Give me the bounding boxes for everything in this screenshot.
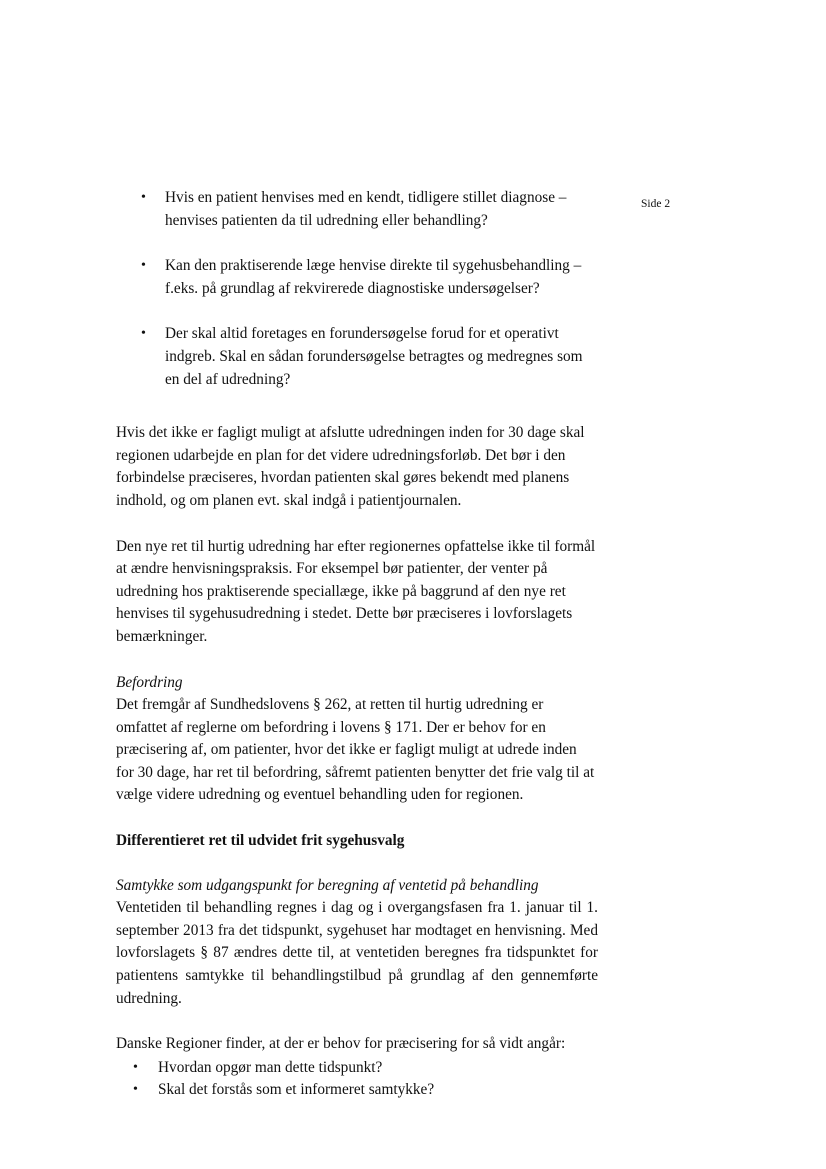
bullet-icon: •	[141, 258, 146, 274]
befordring-heading: Befordring	[116, 673, 183, 691]
bullet-icon: •	[141, 190, 146, 205]
list-item-text: Kan den praktiserende læge henvise direkte til sygehusbehandling – f.eks. på grundlag af rekvirerede diagnostiske undersøgelser?	[165, 257, 582, 297]
list-item-text: Skal det forstås som et informeret samtykke?	[158, 1081, 435, 1099]
bullet-icon: •	[141, 326, 146, 342]
list-item-text: Hvis en patient henvises med en kendt, tidligere stillet diagnose – henvises patienten da til udredning eller behandling?	[165, 189, 567, 229]
paragraph-henvisningspraksis: Den nye ret til hurtig udredning har efter regionernes opfattelse ikke til formål at ændre henvisningspraksis. For eksempel bør patienter, der venter på udredning hos praktiserende speciallæge, ikke på baggrund af den nye ret henvises til sygehusudredning i stedet. Dette bør præciseres i lovforslagets bemærkninger.	[116, 537, 596, 645]
list-item	[116, 323, 598, 391]
befordring-text: Det fremgår af Sundhedslovens § 262, at retten til hurtig udredning er omfattet af reglerne om befordring i lovens § 171. Der er behov for en præcisering af, om patienter, hvor det ikke er fagligt muligt at udrede inden for 30 dage, har ret til befordring, såfremt patienten benytter det frie valg til at vælge videre udredning og eventuel behandling uden for regionen.	[116, 696, 595, 804]
list-item	[116, 187, 598, 232]
section-heading: Differentieret ret til udvidet frit sygehusvalg	[116, 832, 405, 850]
bullet-icon: •	[133, 1082, 138, 1098]
question-list	[116, 187, 598, 391]
list-item	[116, 255, 598, 300]
list-item-text: Der skal altid foretages en forundersøgelse forud for et operativt indgreb. Skal en sådan forundersøgelse betragtes og medregnes som en del af udredning?	[165, 325, 583, 388]
bullet-icon: •	[133, 1059, 138, 1075]
document-body	[116, 187, 598, 1102]
closing-lead: Danske Regioner finder, at der er behov for præcisering for så vidt angår:	[116, 1035, 566, 1053]
samtykke-text: Ventetiden til behandling regnes i dag og i overgangsfasen fra 1. januar til 1. september 2013 fra det tidspunkt, sygehuset har modtaget en henvisning. Med lovforslagets § 87 ændres dette til, at ventetiden beregnes fra tidspunktet for patientens samtykke til behandlingstilbud på grundlag af den gennemførte udredning.	[116, 899, 598, 1007]
befordring-section	[116, 672, 598, 808]
samtykke-section	[116, 875, 598, 1011]
closing-question-list	[116, 1057, 598, 1102]
list-item	[116, 1057, 598, 1080]
list-item-text: Hvordan opgør man dette tidspunkt?	[158, 1058, 383, 1076]
paragraph-udredningsplan: Hvis det ikke er fagligt muligt at afslutte udredningen inden for 30 dage skal regionen udarbejde en plan for det videre udredningsforløb. Det bør i den forbindelse præciseres, hvordan patienten skal gøres bekendt med planens indhold, og om planen evt. skal indgå i patientjournalen.	[116, 424, 585, 509]
page-number-label: Side 2	[641, 198, 671, 210]
list-item	[116, 1079, 598, 1102]
samtykke-heading: Samtykke som udgangspunkt for beregning af ventetid på behandling	[116, 876, 539, 894]
